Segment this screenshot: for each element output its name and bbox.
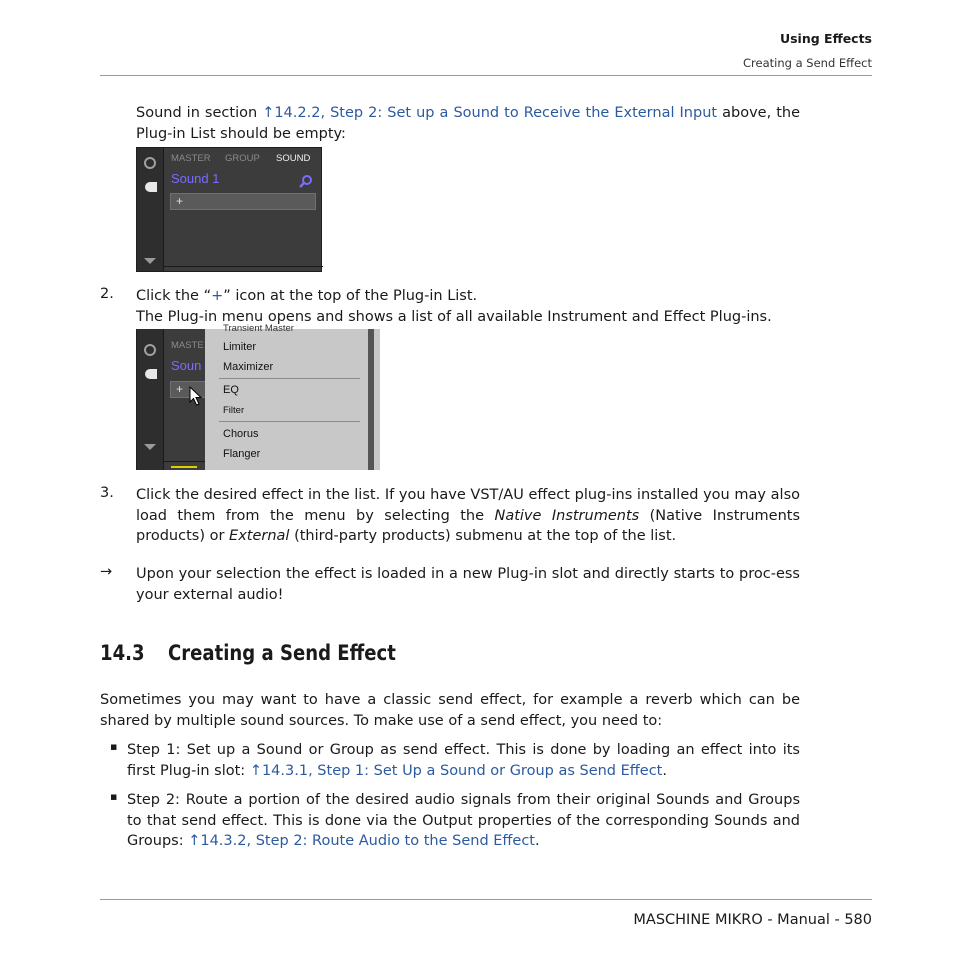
result-arrow-icon: → xyxy=(100,564,113,580)
bullet-end: . xyxy=(535,833,540,849)
step-2-text-b: ” icon at the top of the Plug-in List. xyxy=(223,288,478,304)
menu-separator xyxy=(219,421,360,422)
menu-item-partial[interactable]: Transient Master xyxy=(223,323,294,334)
search-icon xyxy=(299,174,313,188)
triangle-down-icon xyxy=(144,444,156,450)
partial-group-label xyxy=(171,463,201,470)
screenshot-tabs xyxy=(137,148,323,168)
footer-rule xyxy=(100,899,872,900)
step-2-text-2: The Plug-in menu opens and shows a list of all available Instrument and Effect Plug-ins. xyxy=(136,309,772,325)
step-2-text xyxy=(136,286,800,307)
screenshot-bottom-line xyxy=(163,266,323,267)
bullet-marker: ▪ xyxy=(110,740,118,753)
intro-text: Sound in section xyxy=(136,105,263,121)
header-section: Creating a Send Effect xyxy=(743,56,872,70)
bullet-text: Step 2: Route a portion of the desired audio signals from their original Sounds and Groups to that send effect. This is done via the Output properties of the corresponding Sounds and Groups: xyxy=(127,792,800,849)
step-3-emphasis-2: External xyxy=(229,528,290,544)
tab-group: GROUP xyxy=(225,153,260,164)
step-3-emphasis-1: Native Instruments xyxy=(494,507,640,524)
step-3-text xyxy=(136,485,800,547)
menu-item-limiter[interactable]: Limiter xyxy=(223,341,257,353)
menu-separator xyxy=(219,378,360,379)
menu-item-flanger[interactable]: Flanger xyxy=(223,448,261,460)
step-3-text-1: Click the desired effect in the list. If you have VST/AU effect plug-ins installed you may also load them from the menu by selecting the xyxy=(136,487,800,524)
menu-scrollbar[interactable] xyxy=(368,329,374,470)
intro-link[interactable]: ↑14.2.2, Step 2: Set up a Sound to Receive the External Input xyxy=(262,105,718,121)
step-2-text-a: Click the “ xyxy=(136,288,212,304)
header-chapter: Using Effects xyxy=(779,31,872,46)
intro-paragraph xyxy=(136,103,800,144)
tab-master-partial: MASTE xyxy=(171,340,204,351)
plug-icon xyxy=(145,369,157,379)
bullet-marker: ▪ xyxy=(110,790,118,803)
menu-item-chorus[interactable]: Chorus xyxy=(223,428,259,440)
step-3-text-2: (Native Instruments products) or xyxy=(136,507,800,544)
step-number: 2. xyxy=(100,286,114,302)
tab-sound: SOUND xyxy=(276,153,311,164)
mouse-cursor-icon xyxy=(189,386,203,406)
plug-icon xyxy=(145,182,157,192)
bullet-link[interactable]: ↑14.3.2, Step 2: Route Audio to the Send Effect xyxy=(188,833,535,849)
intro-text-after: above, the Plug-in List should be empty: xyxy=(136,105,801,142)
plugin-menu-screenshot xyxy=(136,323,379,470)
section-title: Creating a Send Effect xyxy=(168,641,396,665)
section-number: 14.3 xyxy=(100,641,145,665)
result-text: Upon your selection the effect is loaded in a new Plug-in slot and directly starts to proc-ess your external audio! xyxy=(136,566,800,603)
bullet-link[interactable]: ↑14.3.1, Step 1: Set Up a Sound or Group as Send Effect xyxy=(249,762,663,779)
triangle-down-icon xyxy=(144,258,156,264)
sound-name: Sound 1 xyxy=(171,171,220,186)
tab-master: MASTER xyxy=(171,153,211,164)
plugin-list-screenshot xyxy=(136,147,322,272)
plugin-menu xyxy=(205,323,380,470)
body-paragraph: Sometimes you may want to have a classic send effect, for example a reverb which can be shared by multiple sound sources. To make use of a send effect, you need to: xyxy=(100,692,800,729)
sound-name-partial: Soun xyxy=(171,358,202,373)
footer-text: MASCHINE MIKRO - Manual - 580 xyxy=(633,912,872,928)
bullet-item xyxy=(127,740,800,781)
menu-item-eq[interactable]: EQ xyxy=(223,384,239,396)
menu-item-maximizer[interactable]: Maximizer xyxy=(223,361,274,373)
step-3-text-3: (third-party products) submenu at the top of the list. xyxy=(289,528,677,544)
screenshot-divider xyxy=(163,461,205,462)
bullet-text: Step 1: Set up a Sound or Group as send effect. This is done by loading an effect into its first Plug-in slot: xyxy=(127,742,800,779)
header-rule xyxy=(100,75,872,76)
plus-glyph: + xyxy=(211,288,224,304)
menu-item-filter[interactable]: Filter xyxy=(223,405,245,416)
bullet-item xyxy=(127,790,800,852)
plugin-plus-slot: + xyxy=(170,381,210,398)
step-number: 3. xyxy=(100,485,114,501)
bullet-end: . xyxy=(662,762,667,779)
plugin-plus-slot: + xyxy=(170,193,316,210)
